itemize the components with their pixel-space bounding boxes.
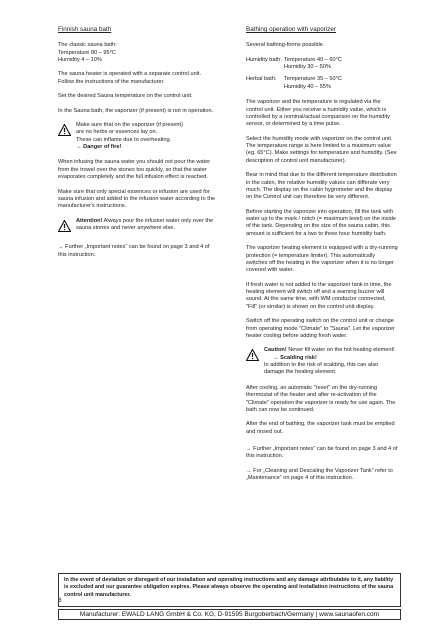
paragraph: Make sure that only special essences or infusion are used for sauna infusion and added to the infusion water according to the manufacturer's instructions.: [58, 188, 216, 210]
reference-note: → Further „Important notes“ can be found on page 3 and 4 of this instruction.: [58, 244, 210, 258]
herbal-bath-spec: Herbal bath: Temperature 35 – 50°C Humidity 40 – 55%: [246, 76, 342, 90]
humidity-bath-spec: Humidity bath: Temperature 40 – 60°C Humidity 30 – 50%: [246, 56, 342, 71]
paragraph: Before starting the vaporizer into operation, fill the tank with water up to the mark / notch (= maximum level) on the inside of the tank. Depending on the size of the sauna cabin, this amount is sufficient for a two to three hour humidity bath.: [246, 208, 397, 237]
fire-warning: Make sure that on the vaporizer (if present) are no herbs or essences lay on. These can inflame due to overheating. → Danger of fire!: [58, 122, 218, 152]
paragraph: Several bathing-forms possible.: [246, 42, 325, 49]
attention-warning: Attention! Always pour the infusion water only over the sauna stones and never anywhere else.: [58, 218, 218, 233]
paragraph: The vaporizer heating element is equipped with a dry-running protection (= temperature limiter). This automatically switches off the heating in the vaporizer when it is no longer covered with water.: [246, 245, 398, 274]
page-number: 8: [58, 597, 62, 604]
liability-notice: In the event of deviation or disregard of our installation and operating instructions and any damage attributable to it, any liability is excluded and our guarantee obligation expires. Please always observe the operating and installation instructions of the sauna control unit manufacturer.: [58, 573, 401, 607]
warning-icon: [58, 124, 71, 136]
paragraph: In the Sauna bath, the vaporizer (if present) is not in operation.: [58, 107, 214, 114]
scalding-warning: Caution! Never fill water on the hot heating element! → Scalding risk! In addition to the risk of scalding, this can also damage the heating element.: [246, 347, 398, 377]
paragraph: After cooling, an automatic "reset" on the dry-running thermostat of the heater and after re-activation of the "Climate" operation the vaporizer is ready for use again. The bath can now be continued.: [246, 384, 396, 413]
manufacturer-footer: Manufacturer: EWALD LANG GmbH & Co. KG, D-91595 Burgoberbach/Germany | www.saunaofen.com: [58, 609, 401, 620]
paragraph: After the end of bathing, the vaporizer tank must be emptied and rinsed out.: [246, 421, 395, 435]
warning-icon: [246, 349, 259, 361]
sauna-bath-specs: The classic sauna bath: Temperature 80 – 95°C Humidity 4 – 10%: [58, 42, 117, 64]
paragraph: When infusing the sauna water you should not pour the water from the trowel over the stones too quickly, so that the water evaporates completely and the full infusion effect is reached.: [58, 159, 211, 181]
paragraph: Bear in mind that due to the different temperature distribution in the cabin, the relative humidity values can differate very much. The display on the cabin hygrometer and the display on the Control unit can therefore be very different.: [246, 172, 397, 201]
reference-note: → Further „Important notes“ can be found on page 3 and 4 of this instruction.: [246, 446, 398, 460]
paragraph: The vaporizer and the temperature is regulated via the control unit. Either you receive a humidity value, which is controlled by a nominal/actual comparison on the humidity sensor, or determined by a time pulse.: [246, 99, 390, 128]
paragraph: Set the desired Sauna temperature on the control unit.: [58, 93, 193, 100]
section-heading-vaporizer: Bathing operation with vaporizer: [246, 26, 336, 33]
paragraph: Select the humidity mode with vaporizer on the control unit. The temperature range is here limited to a maximum value (eg. 65°C). Make settings for temperature and humidity. (See description of control unit manufacturer).: [246, 135, 397, 164]
left-column: [58, 26, 218, 266]
paragraph: The sauna heater is operated with a separate control unit. Follow the instructions of the manufacturer.: [58, 71, 202, 85]
section-heading-finnish-sauna: Finnish sauna bath: [58, 26, 112, 33]
right-column: [246, 26, 398, 490]
paragraph: If fresh water is not added to the vaporizer tank in time, the heating element will switch off and a warning buzzer will sound. At the same time, with WM conductor connected, "Fill" (or similar) is shown on the control unit display.: [246, 281, 392, 310]
warning-icon: [58, 220, 71, 232]
reference-note: → For „Cleaning and Descaling the Vaporizer Tank“ refer to „Maintenance“ on page 4 of this instruction.: [246, 467, 393, 482]
paragraph: Switch off the operating switch on the control unit or change from operating mode "Climate" to "Sauna". Let the vaporizer heater cooling before adding fresh water.: [246, 318, 395, 339]
